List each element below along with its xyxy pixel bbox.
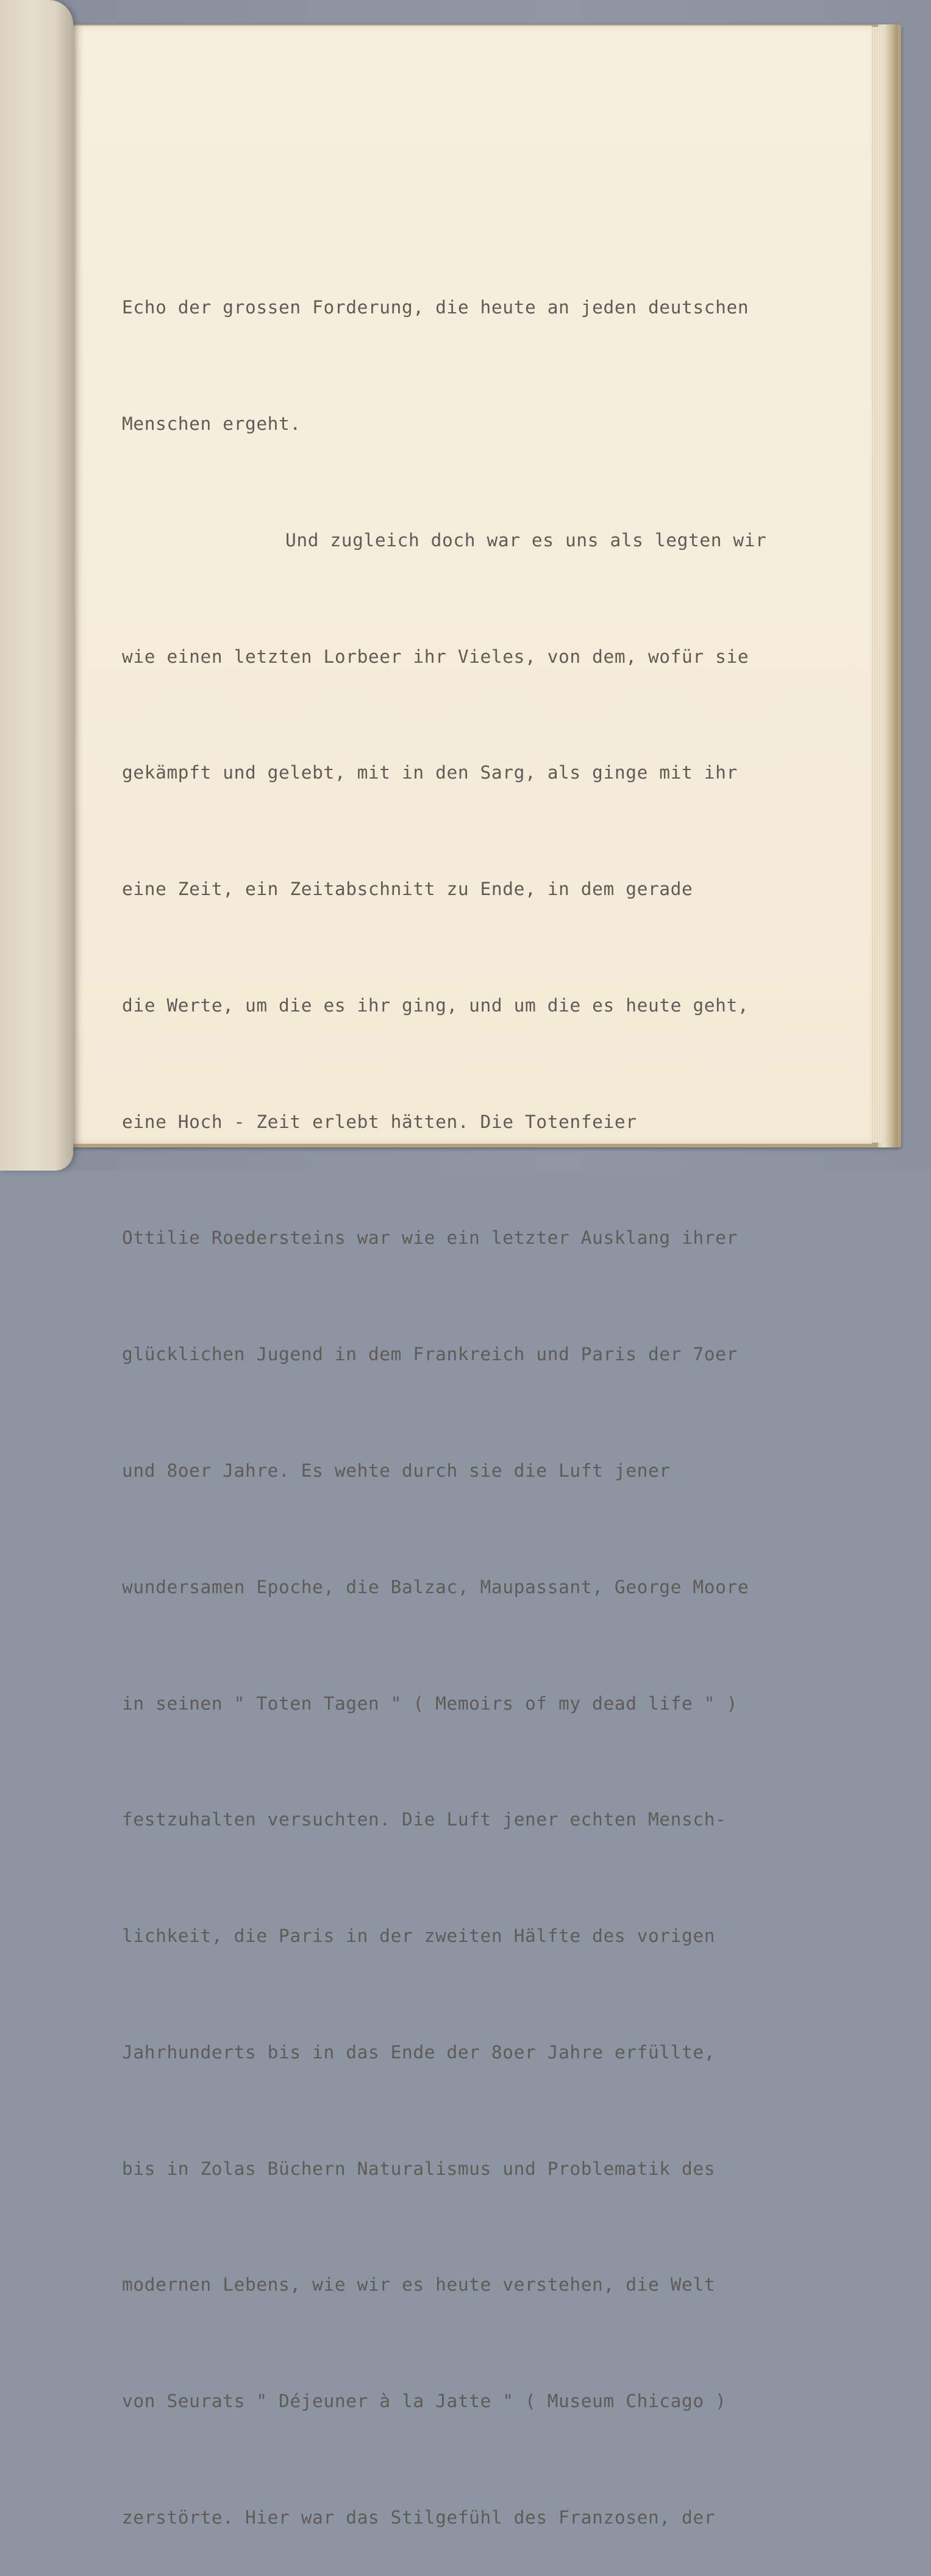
text-line: Echo der grossen Forderung, die heute an jeden deutschen [122,297,749,318]
text-line: und 8oer Jahre. Es wehte durch sie die Luft jener [122,1460,671,1481]
left-facing-page [0,0,73,1171]
text-line: gekämpft und gelebt, mit in den Sarg, als ginge mit ihr [122,762,738,783]
text-line: zerstörte. Hier war das Stilgefühl des Franzosen, der [122,2507,716,2528]
text-line: in seinen " Toten Tagen " ( Memoirs of my dead life " ) [122,1693,738,1714]
text-line: eine Hoch - Zeit erlebt hätten. Die Totenfeier [122,1111,637,1132]
text-line: wie einen letzten Lorbeer ihr Vieles, von dem, wofür sie [122,646,749,667]
text-line: wundersamen Epoche, die Balzac, Maupassant, George Moore [122,1576,749,1597]
text-line: modernen Lebens, wie wir es heute verstehen, die Welt [122,2274,716,2296]
text-line: Jahrhunderts bis in das Ende der 8oer Jahre erfüllte, [122,2041,716,2063]
typescript-text [122,211,823,2576]
text-line: Ottilie Roedersteins war wie ein letzter Ausklang ihrer [122,1227,738,1249]
text-line: lichkeit, die Paris in der zweiten Hälfte des vorigen [122,1925,716,1947]
text-line: glücklichen Jugend in dem Frankreich und Paris der 7oer [122,1344,738,1365]
text-line: bis in Zolas Büchern Naturalismus und Problematik des [122,2158,716,2179]
text-line: Menschen ergeht. [122,413,301,434]
text-line: die Werte, um die es ihr ging, und um die es heute geht, [122,994,749,1016]
text-line: eine Zeit, ein Zeitabschnitt zu Ende, in dem gerade [122,879,693,900]
text-line-paragraph-start: Und zugleich doch war es uns als legten wir [285,529,767,551]
text-line: festzuhalten versuchten. Die Luft jener echten Mensch- [122,1809,727,1830]
text-line: von Seurats " Déjeuner à la Jatte " ( Museum Chicago ) [122,2391,727,2412]
page-edges [871,27,882,1143]
